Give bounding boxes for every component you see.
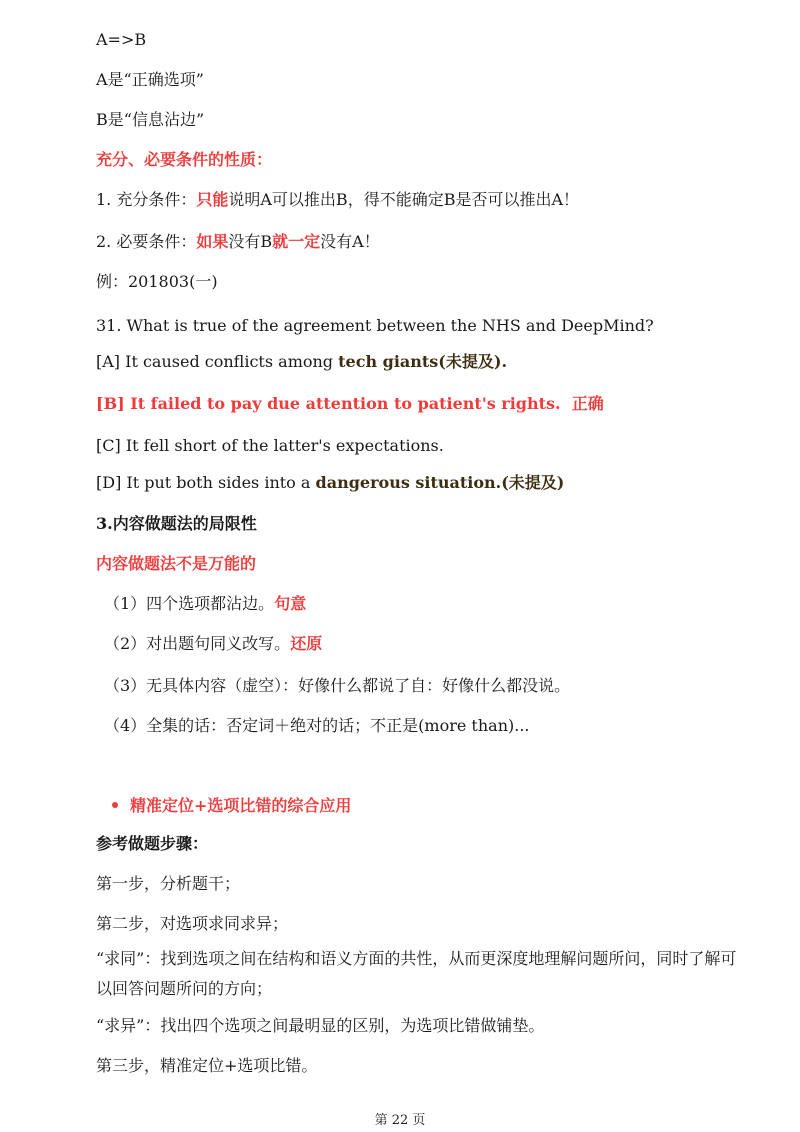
sufficient-keyword: 只能 [196, 190, 229, 209]
sufficient-text: 说明A可以推出B，得不能确定B是否可以推出A！ [228, 190, 580, 209]
option-c-text: [C] It fell short of the latter's expectations. [96, 436, 444, 455]
formula-line [96, 28, 740, 52]
option-d-highlight: dangerous situation.(未提及) [315, 473, 565, 492]
option-b-correct-mark: 正确 [571, 394, 604, 413]
limitation-item-3-text: （3）无具体内容（虚空）：好像什么都说了自：好像什么都没说。 [104, 676, 571, 695]
step-2-similarity [96, 944, 740, 1004]
bullet-dot-icon [112, 802, 118, 808]
option-b [96, 392, 740, 416]
conditions-heading-text: 充分、必要条件的性质： [96, 150, 273, 169]
necessary-label: 2. 必要条件： [96, 232, 197, 251]
step-2-difference [96, 1014, 740, 1038]
necessary-keyword-then: 就一定 [272, 232, 321, 251]
step-3 [96, 1054, 740, 1078]
limitation-item-3 [104, 674, 740, 698]
steps-title-text: 参考做题步骤： [96, 834, 209, 853]
sufficient-label: 1. 充分条件： [96, 190, 197, 209]
section-3-title [96, 512, 740, 536]
limitation-item-4 [104, 714, 740, 738]
limitation-item-4-text: （4）全集的话：否定词＋绝对的话；不正是(more than)... [104, 716, 530, 735]
step-2-similarity-text: “求同”：找到选项之间在结构和语义方面的共性，从而更深度地理解问题所问，同时了解可以回答问题所问的方向； [96, 949, 737, 998]
option-c [96, 434, 740, 458]
limitation-item-2-keyword: 还原 [290, 634, 323, 653]
limitation-item-1-keyword: 句意 [274, 594, 307, 613]
limitation-item-1-text: （1）四个选项都沾边。 [104, 594, 275, 613]
definition-b-text: B是“信息沾边” [96, 110, 205, 129]
sufficient-condition [96, 188, 740, 212]
bullet-text: 精准定位+选项比错的综合应用 [130, 796, 352, 815]
necessary-keyword-if: 如果 [196, 232, 229, 251]
option-a-text: [A] It caused conflicts among [96, 352, 339, 371]
necessary-text-2: 没有A！ [320, 232, 380, 251]
definition-b [96, 108, 740, 132]
formula-text: A=>B [96, 30, 147, 49]
definition-a [96, 68, 740, 92]
page-number: 第 22 页 [374, 1113, 426, 1128]
step-2-difference-text: “求异”：找出四个选项之间最明显的区别，为选项比错做铺垫。 [96, 1016, 545, 1035]
question-stem [96, 314, 740, 338]
step-3-text: 第三步，精准定位+选项比错。 [96, 1056, 318, 1075]
steps-title [96, 832, 740, 856]
bullet-item [112, 794, 740, 818]
section-3-subtitle [96, 552, 740, 576]
limitation-item-2-text: （2）对出题句同义改写。 [104, 634, 291, 653]
step-1-text: 第一步，分析题干； [96, 874, 241, 893]
option-a [96, 350, 740, 374]
option-d-text: [D] It put both sides into a [96, 473, 316, 492]
section-3-subtitle-text: 内容做题法不是万能的 [96, 554, 257, 573]
section-3-title-text: 3.内容做题法的局限性 [96, 514, 257, 533]
example-text: 例：201803(一) [96, 272, 218, 291]
step-2-text: 第二步，对选项求同求异； [96, 914, 289, 933]
necessary-condition [96, 230, 740, 254]
conditions-heading [96, 148, 740, 172]
example-line [96, 270, 740, 294]
option-a-highlight: tech giants(未提及). [338, 352, 508, 371]
limitation-item-2 [104, 632, 740, 656]
step-2 [96, 912, 740, 936]
option-b-text: [B] It failed to pay due attention to patient's rights. [96, 394, 561, 413]
step-1 [96, 872, 740, 896]
limitation-item-1 [104, 592, 740, 616]
question-stem-text: 31. What is true of the agreement between the NHS and DeepMind? [96, 316, 654, 335]
definition-a-text: A是“正确选项” [96, 70, 204, 89]
necessary-text-1: 没有B [228, 232, 273, 251]
option-d [96, 471, 740, 495]
